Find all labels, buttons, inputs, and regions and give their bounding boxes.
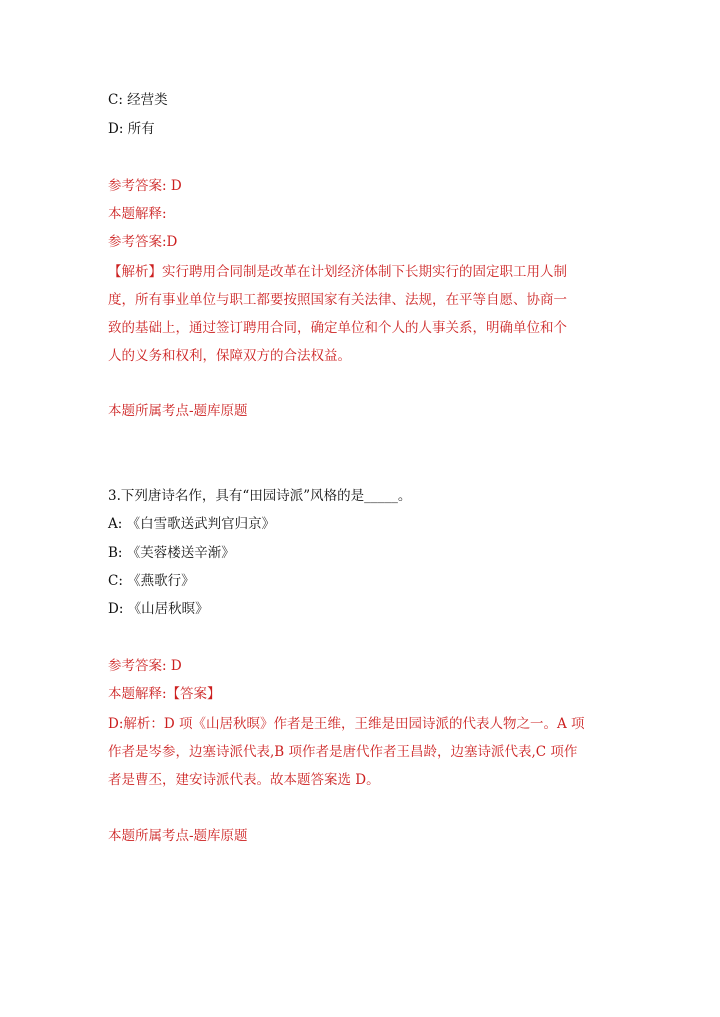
q2-option-c: C: 经营类 (108, 92, 168, 108)
q2-analysis (108, 258, 616, 370)
q3-question: 3.下列唐诗名作，具有“田园诗派”风格的是_____。 (108, 488, 412, 504)
q2-answer-reference: 参考答案: D (108, 178, 182, 194)
q2-source: 本题所属考点-题库原题 (108, 403, 248, 419)
q3-analysis-line: 作者是岑参，边塞诗派代表,B 项作者是唐代作者王昌龄，边塞诗派代表,C 项作 (108, 744, 578, 760)
q3-option-c: C: 《燕歌行》 (108, 573, 195, 589)
q3-analysis-line: 者是曹丕，建安诗派代表。故本题答案选 D。 (108, 772, 380, 788)
q3-option-b: B: 《芙蓉楼送辛渐》 (108, 545, 235, 561)
q2-explanation-label: 本题解释: (108, 206, 167, 222)
q3-analysis (108, 710, 616, 794)
q2-analysis-line: 致的基础上，通过签订聘用合同，确定单位和个人的人事关系，明确单位和个 (108, 320, 567, 336)
q2-analysis-line: 【解析】实行聘用合同制是改革在计划经济体制下长期实行的固定职工用人制 (108, 264, 567, 280)
q3-explanation-label: 本题解释:【答案】 (108, 686, 221, 702)
q3-option-a: A: 《白雪歌送武判官归京》 (108, 516, 276, 532)
q3-answer-reference: 参考答案: D (108, 658, 182, 674)
q2-analysis-line: 度，所有事业单位与职工都要按照国家有关法律、法规，在平等自愿、协商一 (108, 292, 567, 308)
q3-analysis-line: D:解析：D 项《山居秋暝》作者是王维，王维是田园诗派的代表人物之一。A 项 (108, 716, 585, 732)
q2-answer-reference-2: 参考答案:D (108, 234, 178, 250)
q2-analysis-line: 人的义务和权利，保障双方的合法权益。 (108, 348, 351, 364)
q3-option-d: D: 《山居秋暝》 (108, 601, 209, 617)
q2-option-d: D: 所有 (108, 121, 155, 137)
q3-source: 本题所属考点-题库原题 (108, 828, 248, 844)
